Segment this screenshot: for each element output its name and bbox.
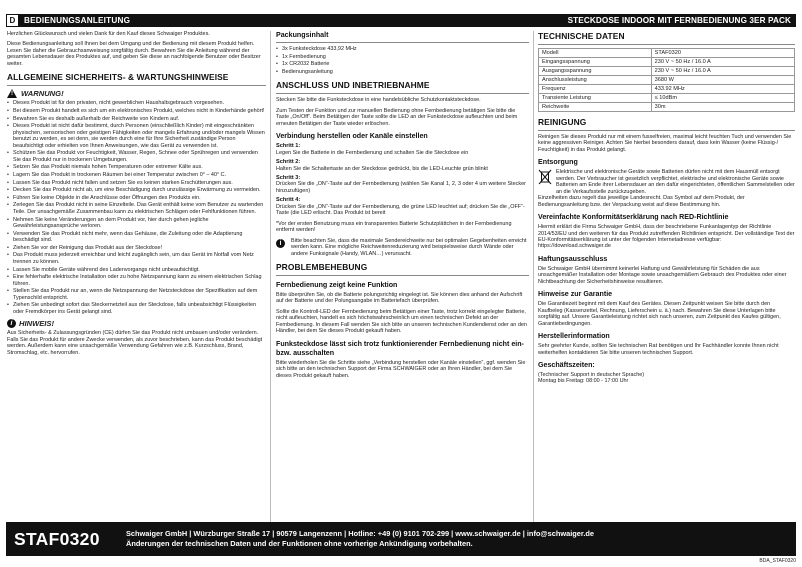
warranty-paragraph: Die Garantiezeit beginnt mit dem Kauf des Gerätes. Diesen Zeitpunkt weisen Sie bitte durch den Kaufbeleg (Kassenzettel, Rechnung, Lieferschein u. ä.) nach. Bewahren Sie diese Unterlagen bitte sorgfältig auf. Unsere Garantieleistung richtet sich nach unseren, zum Zeitpunkt des Kaufes gültigen, Garantiebedingungen. <box>538 301 781 327</box>
warning-item: • Dieses Produkt ist für den privaten, nicht gewerblichen Haushaltsgebrauch vorgesehen. <box>7 100 266 106</box>
divider <box>7 85 266 86</box>
range-note <box>276 238 529 257</box>
connect-paragraph: Stecken Sie bitte die Funksteckdose in eine handelsübliche Schutzkontaktsteckdose. <box>276 97 481 104</box>
manufacturer-heading: Herstellerinformation <box>538 332 610 341</box>
disposal-paragraph: Elektrische und elektronische Geräte sowie Batterien dürfen nicht mit dem Hausmüll entsorgt werden. Der Verbraucher ist gesetzlich verpflichtet, elektrische und elektronische Geräte sowie Batterien am Ende ihrer Lebensdauer an den dafür eingerichteten, öffentlichen Sammelstellen oder an die Verkaufsstelle zurückzugeben. <box>556 169 795 195</box>
warning-item: • Führen Sie keine Objekte in die Anschlüsse oder Öffnungen des Produkts ein. <box>7 195 266 201</box>
warning-item: • Lagern Sie das Produkt in trockenen Räumen bei einer Temperatur zwischen 0° – 40° C. <box>7 172 266 178</box>
warning-item: • Zerlegen Sie das Produkt nicht in seine Einzelteile. Das Gerät enthält keine vom Benutzer zu wartenden Teile. Der unsachgemäße Zusammenbau kann zu elektrischen Schlägen oder Fehlfunktionen führen. <box>7 202 266 215</box>
intro-paragraph: Herzlichen Glückwunsch und vielen Dank für den Kauf dieses Schwaiger Produktes. <box>7 31 210 37</box>
warning-item: • Nehmen Sie keine Veränderungen an dem Produkt vor, hier durch gehen jegliche Gewährleistungsansprüche verloren. <box>7 217 266 230</box>
disposal-block <box>538 169 795 195</box>
warning-item: • Das Produkt muss jederzeit erreichbar und leicht zugänglich sein, um das Gerät im Notfall vom Netz trennen zu können. <box>7 252 266 265</box>
safety-heading: ALLGEMEINE SICHERHEITS- & WARTUNGSHINWEISE <box>7 72 229 83</box>
spec-row <box>539 85 795 94</box>
spec-row <box>539 94 795 103</box>
step-text: Legen Sie die Batterie in die Fernbedienung und schalten Sie die Steckdose ein <box>276 149 469 156</box>
column-divider <box>533 31 534 522</box>
footer-contact: Schwaiger GmbH | Würzburger Straße 17 | 90579 Langenzenn | Hotline: +49 (0) 9101 702-299 | www.schwaiger.de | info@schwaiger.de <box>126 528 595 538</box>
package-item: • 3x Funksteckdose 433,92 MHz <box>276 46 529 52</box>
step-label: Schritt 3: <box>276 175 301 181</box>
warning-item: • Verwenden Sie das Produkt nicht mehr, wenn das Gehäuse, die Zuleitung oder die Adaptierung beschädigt sind. <box>7 231 266 244</box>
spec-row <box>539 49 795 58</box>
crossed-bin-icon <box>538 169 552 185</box>
package-heading: Packungsinhalt <box>276 31 329 39</box>
steps-list <box>276 143 529 217</box>
hinweis-label <box>7 319 266 328</box>
step-label: Schritt 2: <box>276 159 301 166</box>
disposal-paragraph: Einzelheiten dazu regelt das jeweilige Landesrecht. Das Symbol auf dem Produkt, der Bedienungsanleitung bzw. der Verpackung weist auf diese Bestimmung hin. <box>538 195 745 208</box>
step-text: Halten Sie die Schaltertaste an der Steckdose gedrückt, bis die LED-Leuchte grün blinkt <box>276 165 488 172</box>
divider <box>538 130 795 131</box>
footnote: *Vor der ersten Benutzung muss ein transparentes Batterie Schutzplättchen in der Fernbedienung entfernt werden! <box>276 220 512 234</box>
hours-line: (Technischer Support in deutscher Sprache) <box>538 371 645 378</box>
clean-heading: REINIGUNG <box>538 117 587 127</box>
document-id: BDA_STAF0320 <box>759 558 796 564</box>
manufacturer-paragraph: Sehr geehrter Kunde, sollten Sie technischen Rat benötigen und Ihr Fachhändler konnte Ihnen nicht weiterhelfen kontaktieren Sie bitte unseren technischen Support. <box>538 343 779 356</box>
column-divider <box>270 31 271 522</box>
warning-list <box>7 100 266 315</box>
hinweis-text-label: HINWEIS! <box>19 318 55 328</box>
info-icon: i <box>7 319 16 328</box>
warning-item: • Ziehen Sie vor der Reinigung das Produkt aus der Steckdose! <box>7 245 266 251</box>
warranty-heading: Hinweise zur Garantie <box>538 290 613 299</box>
divider <box>538 44 795 45</box>
warning-item: • Decken Sie das Produkt nicht ab, um eine Beschädigung durch unzulässige Erwärmung zu vermeiden. <box>7 187 266 193</box>
liability-heading: Haftungsausschluss <box>538 254 608 263</box>
conformity-paragraph: Hiermit erklärt die Firma Schwaiger GmbH, dass der beschriebene Funkanlagentyp der Richtlinie 2014/53/EU und den weiteren für das Produkt zutreffenden Richtlinien entspricht. Der vollständige Text der EU-Konformitätserklärung ist unter der folgenden Internetadresse verfügbar: https://download.schwaiger.de <box>538 224 795 250</box>
footer-info <box>126 529 594 550</box>
warning-text: WARNUNG! <box>21 88 64 98</box>
warning-item: • Bei diesem Produkt handelt es sich um ein elektronisches Produkt, welches nicht in Kinderhände gehört! <box>7 108 266 114</box>
socket-paragraph: Bitte wiederholen Sie die Schritte siehe „Verbindung herstellen oder Kanäle einstellen“, ggf. wenden Sie sich bitte an den technischen Support der Firma SCHWAIGER oder an Ihren Händler, bei dem Sie dieses Produkt gekauft haben. <box>276 359 526 379</box>
step-text: Drücken Sie die „ON“-Taste auf der Fernbedienung (wählen Sie Kanal 1, 2, 3 oder 4 um weitere Stecker hinzuzufügen) <box>276 181 526 194</box>
warning-item: • Ziehen Sie unbedingt sofort das Steckernetzteil aus der Steckdose, falls unbeabsichtigt Flüssigkeiten oder Fremdkörper ins Gerät gelangt sind. <box>7 302 266 315</box>
column-3 <box>538 31 795 385</box>
spec-value: ≤ 10dBm <box>651 94 794 103</box>
spec-table <box>538 48 795 112</box>
spec-row <box>539 76 795 85</box>
spec-value: 230 V ~ 50 Hz / 16.0 A <box>651 58 794 67</box>
warning-item: • Stellen Sie das Produkt nur an, wenn die Netzspannung der Netzsteckdose der Spezifikation auf dem Typenschild entspricht. <box>7 288 266 301</box>
package-list <box>276 46 529 75</box>
spec-row <box>539 67 795 76</box>
spec-label: Eingangsspannung <box>539 58 652 67</box>
spec-value: 433.92 MHz <box>651 85 794 94</box>
warning-item: • Lassen Sie mobile Geräte während des Ladenvorgangs nicht unbeaufsichtigt. <box>7 267 266 273</box>
divider <box>276 275 529 276</box>
divider <box>276 42 529 43</box>
spec-row <box>539 58 795 67</box>
remote-paragraph: Sollte die Kontroll-LED der Fernbedienung beim Betätigen einer Taste, trotz korrekt eingelegter Batterie, nicht aufleuchten, handelt es sich höchstwahrscheinlich um einen technischen Defekt an der Fernbedienung. In diesem Fall wenden Sie sich bitte an unseren technischen Kundendienst oder an den Händler, bei dem Sie dieses Produkt gekauft haben. <box>276 308 527 335</box>
package-item: • 1x CR2032 Batterie <box>276 61 529 67</box>
connect-heading: ANSCHLUSS UND INBETRIEBNAHME <box>276 80 430 91</box>
spec-value: STAF0320 <box>651 49 794 58</box>
column-1 <box>7 31 266 360</box>
warning-item: • Eine fehlerhafte elektrische Installation oder zu hohe Netzspannung kann zu einem elektrischen Schlag führen. <box>7 274 266 287</box>
pair-heading: Verbindung herstellen oder Kanäle einstellen <box>276 132 428 141</box>
hours-line: Montag bis Freitag: 08:00 - 17:00 Uhr <box>538 378 629 385</box>
step-text: Drücken Sie die „ON“-Taste auf der Fernbedienung, die grüne LED leuchtet auf; drücken Sie die „OFF“-Taste (die LED erlischt. Das Produkt ist bereit <box>276 203 525 217</box>
step-label: Schritt 1: <box>276 143 301 150</box>
connect-paragraph: Zum Testen der Funktion und zur manuellen Bedienung ohne Fernbedienung betätigen Sie bitte die Taste „On/Off“. Beim Betätigen der Taste sollte die LED an der Funksteckdose aufleuchten und beim erneuten Betätigen der Taste wieder erlöschen. <box>276 107 518 127</box>
info-icon: i <box>276 239 285 248</box>
product-title: STECKDOSE INDOOR MIT FERNBEDIENUNG 3ER PACK <box>567 16 791 25</box>
conformity-heading: Vereinfachte Konformitätserklärung nach RED-Richtlinie <box>538 213 729 222</box>
footer-bar <box>6 522 796 556</box>
spec-label: Transiente Leistung <box>539 94 652 103</box>
divider <box>276 93 529 94</box>
disposal-heading: Entsorgung <box>538 158 578 167</box>
warning-triangle-icon: ! <box>7 89 17 98</box>
clean-paragraph: Reinigen Sie dieses Produkt nur mit einem fusselfreien, maximal leicht feuchten Tuch und verwenden Sie keine aggressiven Reiniger. Achten Sie hierbei besonders darauf, dass kein Wasser (keine Flüssig-/ Feuchtigkeit) in das Produkt gelangt. <box>538 134 792 153</box>
package-item: • Bedienungsanleitung <box>276 69 529 75</box>
spec-value: 30m <box>651 103 794 112</box>
range-note-text: Bitte beachten Sie, dass die maximale Sendereichweite nur bei optimalen Gegebenheiten erreicht werden kann. Eine mögliche Reichweitenreduzierung wird beispielsweise durch Wände oder andere Funksignale (Handy, WLAN…) verursacht. <box>291 237 527 257</box>
trouble-heading: PROBLEMBEHEBUNG <box>276 261 368 272</box>
spec-label: Modell <box>539 49 652 58</box>
warning-item: • Lassen Sie das Produkt nicht fallen und setzen Sie es keinen starken Erschütterungen aus. <box>7 180 266 186</box>
footer-disclaimer: Änderungen der technischen Daten und der Funktionen ohne vorherige Ankündigung vorbehalten. <box>126 539 473 548</box>
warning-item: • Schützen Sie das Produkt vor Feuchtigkeit, Wasser, Regen, Schnee oder Sprühregen und verwenden Sie das Produkt nur in trockenen Umgebungen. <box>7 150 266 163</box>
socket-heading: Funksteckdose lässt sich trotz funktionierender Fernbedienung nicht ein- bzw. ausschalten <box>276 339 524 357</box>
spec-row <box>539 103 795 112</box>
warning-item: • Dieses Produkt ist nicht dafür bestimmt, durch Personen (einschließlich Kinder) mit eingeschränkten physischen, sensorischen oder geistigen Fähigkeiten oder mangels Erfahrung und/oder mangels Wissen benutzt zu werden, es sei denn, sie werden durch eine für Ihre Sicherheit zuständige Person beaufsichtigt oder erhielten von Ihnen Anweisungen, wie das Gerät zu verwenden ist. <box>7 123 266 149</box>
package-item: • 1x Fernbedienung <box>276 54 529 60</box>
spec-label: Frequenz <box>539 85 652 94</box>
spec-value: 230 V ~ 50 Hz / 16.0 A <box>651 67 794 76</box>
column-2 <box>276 31 529 383</box>
intro-paragraph: Diese Bedienungsanleitung soll Ihnen bei dem Umgang und der Bedienung mit diesem Produkt helfen. Lesen Sie daher die Gebrauchsanweisung sorgfältig durch. Bewahren Sie die Anleitung während der gesamten Lebensdauer des Produktes auf, und geben Sie diese an nachfolgende Benutzer oder Besitzer weiter. <box>7 41 261 67</box>
tech-heading: TECHNISCHE DATEN <box>538 31 625 41</box>
language-badge: D <box>6 14 19 27</box>
remote-heading: Fernbedienung zeigt keine Funktion <box>276 280 398 289</box>
footer-model: STAF0320 <box>14 528 100 549</box>
warning-label <box>7 89 266 98</box>
spec-label: Reichweite <box>539 103 652 112</box>
spec-value: 3680 W <box>651 76 794 85</box>
spec-label: Anschlussleistung <box>539 76 652 85</box>
header-bar <box>6 14 796 27</box>
document-title: BEDIENUNGSANLEITUNG <box>24 16 131 25</box>
hours-heading: Geschäftszeiten: <box>538 360 595 369</box>
spec-label: Ausgangsspannung <box>539 67 652 76</box>
liability-paragraph: Die Schwaiger GmbH übernimmt keinerlei Haftung und Gewährleistung für Schäden die aus unsachgemäßer Installation oder Montage sowie unsachgemäßem Gebrauch des Produktes oder einer Nichtbeachtung der Sicherheitshinweise resultieren. <box>538 265 787 285</box>
step-label: Schritt 4: <box>276 197 301 204</box>
remote-paragraph: Bitte überprüfen Sie, ob die Batterie polungsrichtig eingelegt ist. Sie können dies anhand der Aufschrift auf der Batterie und der Polungsangabe im Batteriefach überprüfen. <box>276 291 523 305</box>
warning-item: • Bewahren Sie es deshalb außerhalb der Reichweite von Kindern auf. <box>7 116 266 122</box>
warning-item: • Setzen Sie das Produkt niemals hohen Temperaturen oder extremer Kälte aus. <box>7 164 266 170</box>
hinweis-paragraph: Aus Sicherheits- & Zulassungsgründen (CE) dürfen Sie das Produkt nicht umbauen und/oder verändern. Falls Sie das Produkt für andere Zwecke verwenden, als zuvor beschrieben, kann das Produkt beschädigt werden. Außerdem kann eine unsachgemäße Verwendung Gefahren wie z.B. Kurzschluss, Brand, Stromschlag, etc. hervorrufen. <box>7 330 263 356</box>
